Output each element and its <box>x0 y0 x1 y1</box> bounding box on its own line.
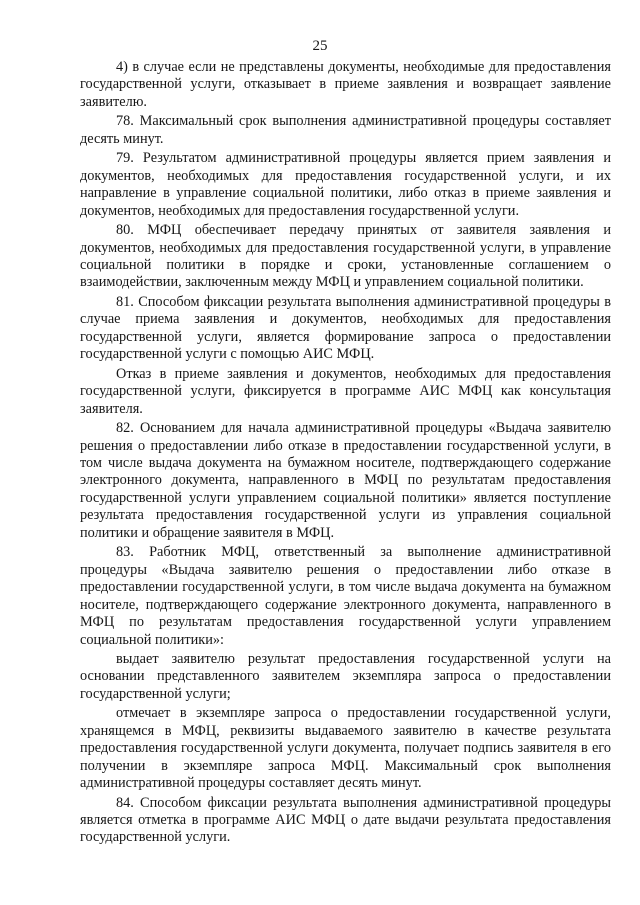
paragraph-84: 84. Способом фиксации результата выполнения административной процедуры является отметка в программе АИС МФЦ о дате выдачи результата предоставления государственной услуги. <box>80 794 611 846</box>
paragraph-81: 81. Способом фиксации результата выполнения административной процедуры в случае приема заявления и документов, необходимых для предоставления государственной услуги, является формирование запроса о предоставлении государственной услуги с помощью АИС МФЦ. <box>80 293 611 363</box>
paragraph-78: 78. Максимальный срок выполнения административной процедуры составляет десять минут. <box>80 113 611 147</box>
paragraph-83-records: отмечает в экземпляре запроса о предоставлении государственной услуги, хранящемся в МФЦ, реквизиты выдаваемого заявителю в качестве результата предоставления государственной услуги документа, получает подпись заявителя в его получении в экземпляре запроса МФЦ. Максимальный срок выполнения административной процедуры составляет десять минут. <box>80 705 611 792</box>
paragraph-item-4: 4) в случае если не представлены документы, необходимые для предоставления государственной услуги, отказывает в приеме заявления и возвращает заявление заявителю. <box>80 59 611 110</box>
paragraph-83-issues: выдает заявителю результат предоставления государственной услуги на основании представленного заявителем экземпляра запроса о предоставлении государственной услуги; <box>80 650 611 702</box>
paragraph-83: 83. Работник МФЦ, ответственный за выполнение административной процедуры «Выдача заявителю решения о предоставлении либо отказе в предоставлении государственной услуги, в том числе выдача документа на бумажном носителе, подтверждающего содержание электронного документа, направленного в МФЦ по результатам предоставления государственной услуги управлением социальной политики»: <box>80 544 611 648</box>
paragraph-81-refusal: Отказ в приеме заявления и документов, необходимых для предоставления государственной услуги, фиксируется в программе АИС МФЦ как консультация заявителя. <box>80 365 611 417</box>
page-number: 25 <box>312 38 328 54</box>
paragraph-80: 80. МФЦ обеспечивает передачу принятых от заявителя заявления и документов, необходимых для предоставления государственной услуги, в управление социальной политики в порядке и сроки, установленные соглашением о взаимодействии, заключенным между МФЦ и управлением социальной политики. <box>80 222 611 291</box>
paragraph-79: 79. Результатом административной процедуры является прием заявления и документов, необходимых для предоставления государственной услуги, и их направление в управление социальной политики, либо отказ в приеме заявления и документов, необходимых для предоставления государственной услуги. <box>80 150 611 219</box>
paragraph-82: 82. Основанием для начала административной процедуры «Выдача заявителю решения о предоставлении либо отказе в предоставлении государственной услуги, в том числе выдача документа на бумажном носителе, подтверждающего содержание электронного документа, направленного в МФЦ по результатам предоставления государственной услуги управлением социальной политики» является поступление результата предоставления государственной услуги из управления социальной политики и обращение заявителя в МФЦ. <box>80 420 611 541</box>
document-body <box>80 59 611 849</box>
